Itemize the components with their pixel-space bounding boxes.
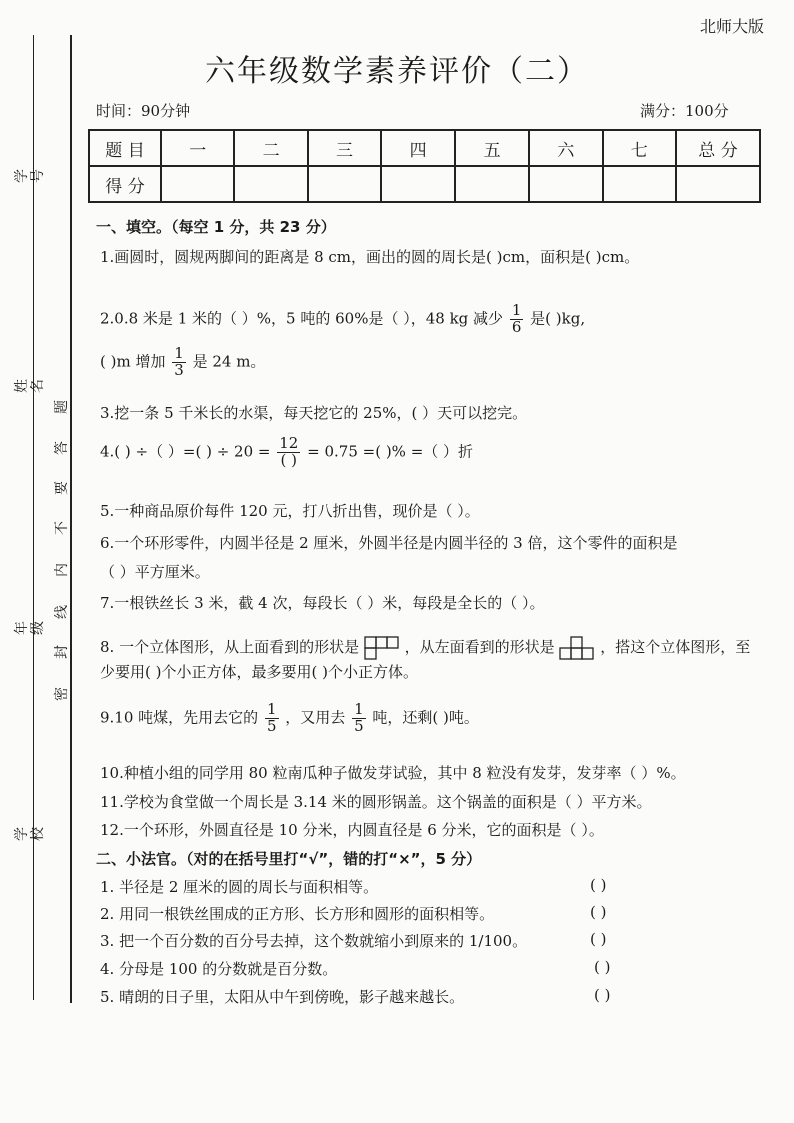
question-6-line1: 6.一个环形零件，内圆半径是 2 厘米，外圆半径是内圆半径的 3 倍，这个零件的面积是 xyxy=(100,534,678,552)
question-2-text-d: 是 24 m。 xyxy=(192,352,266,371)
section2-title: 二、小法官。（对的在括号里打“√”，错的打“×”，5 分） xyxy=(96,850,482,868)
numerator: 1 xyxy=(174,344,184,362)
question-6-line2: （ ）平方厘米。 xyxy=(100,563,210,581)
answer-bracket[interactable]: ( ) xyxy=(594,986,611,1004)
student-no-label: 学号 xyxy=(14,169,46,183)
score-table-score-row xyxy=(89,166,760,202)
seal-char: 不 xyxy=(54,521,70,535)
denominator: 5 xyxy=(266,716,277,735)
judge-item-1: 1. 半径是 2 厘米的圆的周长与面积相等。 xyxy=(100,878,379,896)
question-8-text-b: ，从左面看到的形状是 xyxy=(404,638,555,656)
question-2-line2 xyxy=(100,346,265,379)
denominator: 6 xyxy=(511,317,522,336)
question-9-text-c: 吨，还剩( )吨。 xyxy=(372,708,479,727)
answer-bracket[interactable]: ( ) xyxy=(594,958,611,976)
section1-title: 一、填空。（每空 1 分，共 23 分） xyxy=(96,218,336,236)
score-table xyxy=(88,129,761,203)
fraction-one-sixth xyxy=(510,303,524,336)
edition-label: 北师大版 xyxy=(699,17,764,36)
numerator: 12 xyxy=(279,434,299,452)
numerator: 1 xyxy=(266,700,277,718)
question-9-text-a: 9.10 吨煤，先用去它的 xyxy=(100,708,259,727)
full-score: 满分：100分 xyxy=(640,102,729,120)
judge-item-5: 5. 晴朗的日子里，太阳从中午到傍晚，影子越来越长。 xyxy=(100,988,465,1006)
seal-char: 内 xyxy=(54,563,70,577)
seal-char: 封 xyxy=(54,645,70,659)
score-cell[interactable] xyxy=(529,166,602,202)
question-11: 11.学校为食堂做一个周长是 3.14 米的圆形锅盖。这个锅盖的面积是（ ）平方米。 xyxy=(100,793,652,811)
score-row-label: 得 分 xyxy=(89,166,161,202)
question-8-text-c: ，搭这个立体图形，至 xyxy=(600,638,751,656)
binding-line-inner xyxy=(70,35,72,1003)
question-1: 1.画圆时，圆规两脚间的距离是 8 cm，画出的圆的周长是( )cm，面积是( )cm。 xyxy=(100,248,640,266)
denominator: 3 xyxy=(174,360,184,379)
denominator: 5 xyxy=(354,716,364,735)
score-header-cell: 四 xyxy=(381,130,455,166)
grade-label: 年级 xyxy=(14,621,46,635)
score-header-cell: 六 xyxy=(529,130,602,166)
question-2-text-b: 是( )kg, xyxy=(530,309,586,328)
score-header-cell: 一 xyxy=(161,130,234,166)
question-2-text-c: ( )m 增加 xyxy=(100,352,166,371)
answer-bracket[interactable]: ( ) xyxy=(590,876,607,894)
name-label: 姓名 xyxy=(14,379,46,393)
score-header-cell: 总 分 xyxy=(676,130,760,166)
question-8-line1 xyxy=(100,636,750,660)
score-cell[interactable] xyxy=(308,166,381,202)
judge-item-3: 3. 把一个百分数的百分号去掉，这个数就缩小到原来的 1/100。 xyxy=(100,932,528,950)
question-9-text-b: ，又用去 xyxy=(285,708,346,727)
question-2-line1 xyxy=(100,303,585,336)
page-title: 六年级数学素养评价（二） xyxy=(205,54,589,89)
score-cell[interactable] xyxy=(455,166,529,202)
question-10: 10.种植小组的同学用 80 粒南瓜种子做发芽试验，其中 8 粒没有发芽，发芽率（ ）%。 xyxy=(100,764,686,782)
numerator: 1 xyxy=(511,301,522,319)
score-header-cell: 五 xyxy=(455,130,529,166)
fraction-one-fifth xyxy=(265,702,279,735)
question-3: 3.挖一条 5 千米长的水渠，每天挖它的 25%，( ）天可以挖完。 xyxy=(100,404,528,422)
question-9 xyxy=(100,702,479,735)
denominator: ( ) xyxy=(280,450,298,469)
fraction-one-fifth-ton xyxy=(352,702,366,735)
score-header-cell: 题 目 xyxy=(89,130,161,166)
question-5: 5.一种商品原价每件 120 元，打八折出售，现价是（ ）。 xyxy=(100,502,480,520)
score-cell[interactable] xyxy=(161,166,234,202)
school-label: 学校 xyxy=(14,827,46,841)
score-header-cell: 二 xyxy=(234,130,307,166)
seal-char: 线 xyxy=(54,605,70,619)
score-cell[interactable] xyxy=(234,166,307,202)
question-8-line2: 少要用( )个小正方体，最多要用( )个小正方体。 xyxy=(100,663,418,681)
left-view-shape-icon xyxy=(559,636,595,660)
judge-item-2: 2. 用同一根铁丝围成的正方形、长方形和圆形的面积相等。 xyxy=(100,905,495,923)
top-view-shape-icon xyxy=(364,636,400,660)
fraction-one-third xyxy=(172,346,186,379)
answer-bracket[interactable]: ( ) xyxy=(590,903,607,921)
question-4-text-a: 4.( ) ÷（ ）=( ) ÷ 20 = xyxy=(100,442,271,461)
score-cell[interactable] xyxy=(676,166,760,202)
score-header-cell: 七 xyxy=(603,130,676,166)
fraction-twelve-over-blank xyxy=(277,436,300,469)
seal-char: 要 xyxy=(54,481,70,495)
score-cell[interactable] xyxy=(381,166,455,202)
seal-char: 答 xyxy=(54,441,70,455)
exam-time: 时间：90分钟 xyxy=(96,102,191,120)
question-2-text-a: 2.0.8 米是 1 米的（ ）%，5 吨的 60%是（ ），48 kg 减少 xyxy=(100,309,504,328)
question-4-text-b: = 0.75 =( )% =（ ）折 xyxy=(307,442,474,461)
question-12: 12.一个环形，外圆直径是 10 分米，内圆直径是 6 分米，它的面积是（ ）。 xyxy=(100,821,604,839)
judge-item-4: 4. 分母是 100 的分数就是百分数。 xyxy=(100,960,338,978)
seal-char: 题 xyxy=(54,400,70,414)
score-cell[interactable] xyxy=(603,166,676,202)
answer-bracket[interactable]: ( ) xyxy=(590,930,607,948)
question-4 xyxy=(100,436,473,469)
score-header-cell: 三 xyxy=(308,130,381,166)
question-7: 7.一根铁丝长 3 米，截 4 次，每段长（ ）米，每段是全长的（ ）。 xyxy=(100,594,545,612)
seal-char: 密 xyxy=(54,687,70,701)
numerator: 1 xyxy=(354,700,364,718)
score-table-header-row xyxy=(89,130,760,166)
question-8-text-a: 8. 一个立体图形，从上面看到的形状是 xyxy=(100,638,360,656)
